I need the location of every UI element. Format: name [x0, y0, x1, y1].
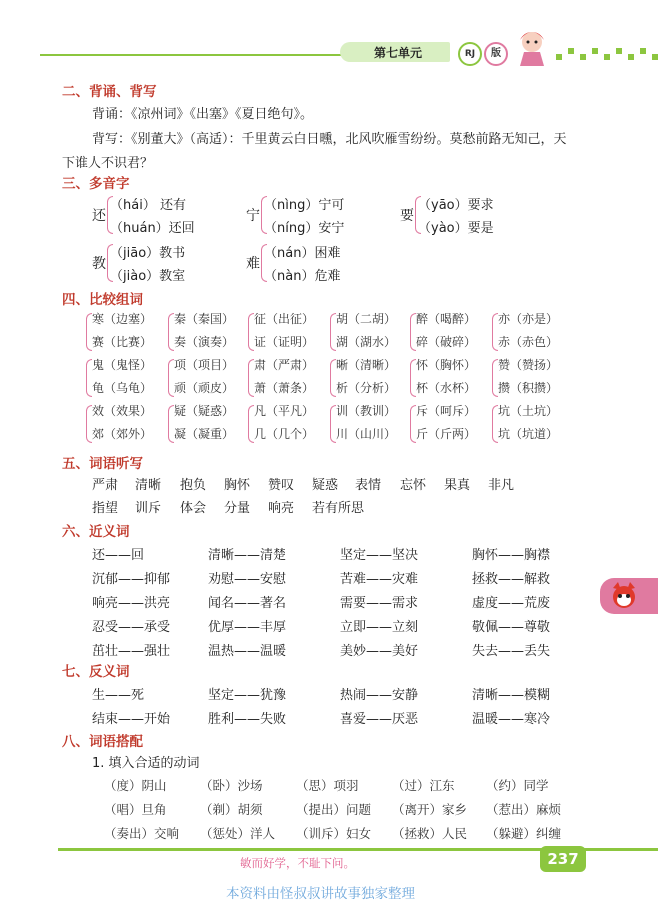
synonym-pair: 闻名——著名: [208, 596, 287, 611]
dictation-word: 表情: [355, 478, 382, 493]
synonym-pair: 苦难——灾难: [340, 572, 419, 587]
compare-word: 郊（郊外）: [92, 427, 153, 441]
synonym-pair: 拯救——解救: [472, 572, 551, 587]
dictation-word: 赞叹: [268, 478, 295, 493]
collocation-item: （唱）旦角: [104, 802, 167, 817]
collocation-item: （奏出）交响: [104, 826, 180, 841]
badge-ban-text: 版: [491, 48, 501, 59]
antonym-pair: 喜爱——厌恶: [340, 712, 419, 727]
compare-word: 坑（坑道）: [498, 427, 559, 441]
header-line: [40, 54, 360, 56]
compare-word: 征（出征）: [254, 312, 315, 326]
polyphone-item: （yào）要是: [418, 221, 494, 236]
compare-word: 怀（胸怀）: [416, 358, 477, 372]
compare-word: 奏（演奏）: [174, 335, 235, 349]
dictation-word: 若有所思: [312, 501, 365, 516]
synonym-pair: 敬佩——尊敬: [472, 620, 551, 635]
antonym-pair: 结束——开始: [92, 712, 171, 727]
badge-rj: [458, 42, 482, 66]
compare-word: 胡（二胡）: [336, 312, 397, 326]
compare-word: 析（分析）: [336, 381, 397, 395]
collocation-item: （约）同学: [486, 778, 549, 793]
synonym-pair: 失去——丢失: [472, 644, 551, 659]
page-number-badge: [540, 846, 586, 872]
dictation-word: 非凡: [488, 478, 515, 493]
compare-word: 赛（比赛）: [92, 335, 153, 349]
collocation-item: （过）江东: [392, 778, 455, 793]
synonym-pair: 还——回: [92, 548, 145, 563]
collocation-item: （惹出）麻烦: [486, 802, 562, 817]
synonym-pair: 劝慰——安慰: [208, 572, 287, 587]
compare-word: 鬼（鬼怪）: [92, 358, 153, 372]
compare-word: 几（几个）: [254, 427, 315, 441]
collocation-item: （提出）问题: [296, 802, 372, 817]
recite-line-3: 下谁人不识君？: [62, 156, 154, 171]
compare-word: 肃（严肃）: [254, 358, 315, 372]
synonym-pair: 坚定——坚决: [340, 548, 419, 563]
collocation-item: （离开）家乡: [392, 802, 468, 817]
section-dictation-title: 五、词语听写: [62, 456, 143, 472]
checker-pattern-icon: [556, 46, 658, 62]
compare-word: 龟（乌龟）: [92, 381, 153, 395]
dictation-word: 响亮: [268, 501, 295, 516]
synonym-pair: 沉郁——抑郁: [92, 572, 171, 587]
compare-word: 湖（湖水）: [336, 335, 397, 349]
footer-credit: 本资料由怪叔叔讲故事独家整理: [226, 886, 415, 902]
dictation-word: 抱负: [180, 478, 207, 493]
compare-word: 秦（秦国）: [174, 312, 235, 326]
collocation-item: （惩处）洋人: [200, 826, 276, 841]
compare-word: 效（效果）: [92, 404, 153, 418]
polyphone-item: （jiāo）教书: [110, 246, 186, 261]
section-polyphone-title: 三、多音字: [62, 176, 130, 192]
compare-word: 赤（赤色）: [498, 335, 559, 349]
synonym-pair: 需要——需求: [340, 596, 419, 611]
polyphone-item: （nìng）宁可: [264, 198, 345, 213]
collocation-item: （训斥）妇女: [296, 826, 372, 841]
polyphone-char: 难: [246, 256, 260, 272]
compare-word: 斥（呵斥）: [416, 404, 477, 418]
dictation-word: 果真: [444, 478, 471, 493]
compare-word: 川（山川）: [336, 427, 397, 441]
recite-line-2: 背写：《别董大》（高适）：千里黄云白日曛，北风吹雁雪纷纷。莫愁前路无知己，天: [92, 132, 567, 147]
page-number: 237: [547, 850, 579, 868]
polyphone-char: 宁: [246, 208, 260, 224]
collocation-item: （思）项羽: [296, 778, 359, 793]
synonym-pair: 优厚——丰厚: [208, 620, 287, 635]
antonym-pair: 清晰——模糊: [472, 688, 551, 703]
compare-word: 寒（边塞）: [92, 312, 153, 326]
compare-word: 斤（斤两）: [416, 427, 477, 441]
collocation-subtitle: 1. 填入合适的动词: [92, 756, 200, 771]
polyphone-item: （níng）安宁: [264, 221, 345, 236]
compare-word: 凡（平凡）: [254, 404, 315, 418]
polyphone-item: （hái） 还有: [110, 198, 186, 213]
section-antonyms-title: 七、反义词: [62, 664, 130, 680]
synonym-pair: 茁壮——强壮: [92, 644, 171, 659]
collocation-item: （躲避）纠缠: [486, 826, 562, 841]
compare-word: 凝（凝重）: [174, 427, 235, 441]
dictation-word: 分量: [224, 501, 251, 516]
badge-ban: [484, 42, 508, 66]
synonym-pair: 清晰——清楚: [208, 548, 287, 563]
compare-word: 证（证明）: [254, 335, 315, 349]
collocation-item: （卧）沙场: [200, 778, 263, 793]
synonym-pair: 忍受——承受: [92, 620, 171, 635]
compare-word: 碎（破碎）: [416, 335, 477, 349]
compare-word: 萧（萧条）: [254, 381, 315, 395]
compare-word: 醉（喝醉）: [416, 312, 477, 326]
dictation-word: 忘怀: [400, 478, 427, 493]
antonym-pair: 坚定——犹豫: [208, 688, 287, 703]
compare-word: 晰（清晰）: [336, 358, 397, 372]
recite-line-1: 背诵：《凉州词》《出塞》《夏日绝句》。: [92, 107, 314, 122]
badge-rj-text: RJ: [464, 49, 476, 59]
polyphone-item: （jiào）教室: [110, 269, 186, 284]
synonym-pair: 胸怀——胸襟: [472, 548, 551, 563]
synonym-pair: 美妙——美好: [340, 644, 419, 659]
antonym-pair: 胜利——失败: [208, 712, 287, 727]
dictation-word: 体会: [180, 501, 207, 516]
compare-word: 顽（顽皮）: [174, 381, 235, 395]
compare-word: 项（项目）: [174, 358, 235, 372]
dictation-word: 胸怀: [224, 478, 251, 493]
compare-word: 攒（积攒）: [498, 381, 559, 395]
antonym-pair: 温暖——寒冷: [472, 712, 551, 727]
polyphone-item: （nán）困难: [264, 246, 341, 261]
synonym-pair: 虚度——荒废: [472, 596, 551, 611]
collocation-item: （剃）胡须: [200, 802, 263, 817]
polyphone-char: 要: [400, 208, 414, 224]
dictation-word: 严肃: [92, 478, 119, 493]
dictation-word: 清晰: [135, 478, 162, 493]
section-collocation-title: 八、词语搭配: [62, 734, 143, 750]
polyphone-char: 教: [92, 256, 106, 272]
compare-word: 训（教训）: [336, 404, 397, 418]
synonym-pair: 响亮——洪亮: [92, 596, 171, 611]
synonym-pair: 温热——温暖: [208, 644, 287, 659]
footer-motto: 敏而好学，不耻下问。: [240, 856, 355, 870]
polyphone-item: （yāo）要求: [418, 198, 494, 213]
dictation-word: 指望: [92, 501, 119, 516]
collocation-item: （拯救）人民: [392, 826, 468, 841]
header-bar: [0, 38, 658, 62]
antonym-pair: 生——死: [92, 688, 145, 703]
dictation-word: 疑惑: [312, 478, 339, 493]
section-compare-title: 四、比较组词: [62, 292, 143, 308]
polyphone-item: （nàn）危难: [264, 269, 341, 284]
compare-word: 亦（亦是）: [498, 312, 559, 326]
section-recite-title: 二、背诵、背写: [62, 84, 157, 100]
girl-mascot-icon: [510, 24, 554, 68]
header-unit: 第七单元: [374, 46, 423, 60]
synonym-pair: 立即——立刻: [340, 620, 419, 635]
compare-word: 杯（水杯）: [416, 381, 477, 395]
dictation-word: 训斥: [135, 501, 162, 516]
section-synonyms-title: 六、近义词: [62, 524, 130, 540]
fox-mascot-icon: [608, 580, 640, 612]
compare-word: 坑（土坑）: [498, 404, 559, 418]
compare-word: 疑（疑惑）: [174, 404, 235, 418]
polyphone-item: （huán）还回: [110, 221, 195, 236]
compare-word: 赞（赞扬）: [498, 358, 559, 372]
antonym-pair: 热闹——安静: [340, 688, 419, 703]
collocation-item: （度）阴山: [104, 778, 167, 793]
polyphone-char: 还: [92, 208, 106, 224]
